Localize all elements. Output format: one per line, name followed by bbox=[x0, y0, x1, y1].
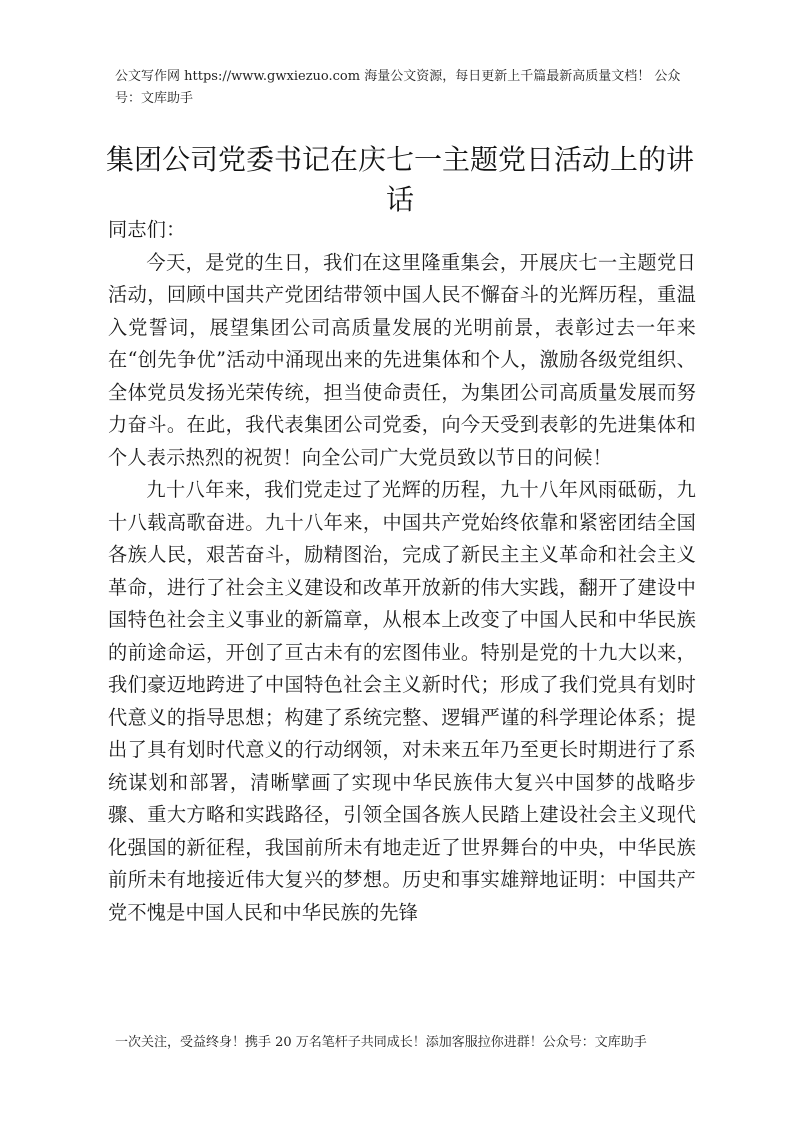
header-text: 公文写作网 https://www.gwxiezuo.com 海量公文资源，每日更新上千篇最新高质量文档！ 公众号：文库助手 bbox=[115, 69, 681, 106]
salutation: 同志们： bbox=[108, 218, 186, 241]
paragraph: 今天，是党的生日，我们在这里隆重集会，开展庆七一主题党日活动，回顾中国共产党团结带领中国人民不懈奋斗的光辉历程，重温入党誓词，展望集团公司高质量发展的光明前景，表彰过去一年来在“创先争优”活动中涌现出来的先进集体和个人，激励各级党组织、全体党员发扬光荣传统，担当使命责任，为集团公司高质量发展而努力奋斗。在此，我代表集团公司党委，向今天受到表彰的先进集体和个人表示热烈的祝贺！向全公司广大党员致以节日的问候！ bbox=[108, 250, 696, 469]
page-footer bbox=[115, 1032, 685, 1054]
document-body bbox=[108, 214, 696, 929]
page-header bbox=[115, 66, 685, 110]
page-title: 集团公司党委书记在庆七一主题党日活动上的讲话 bbox=[105, 143, 694, 216]
paragraph: 九十八年来，我们党走过了光辉的历程，九十八年风雨砥砺，九十八载高歌奋进。九十八年来，中国共产党始终依靠和紧密团结全国各族人民，艰苦奋斗，励精图治，完成了新民主主义革命和社会主义革命，进行了社会主义建设和改革开放新的伟大实践，翻开了建设中国特色社会主义事业的新篇章，从根本上改变了中国人民和中华民族的前途命运，开创了亘古未有的宏图伟业。特别是党的十九大以来，我们豪迈地跨进了中国特色社会主义新时代；形成了我们党具有划时代意义的指导思想；构建了系统完整、逻辑严谨的科学理论体系；提出了具有划时代意义的行动纲领，对未来五年乃至更长时期进行了系统谋划和部署，清晰擘画了实现中华民族伟大复兴中国梦的战略步骤、重大方略和实践路径，引领全国各族人民踏上建设社会主义现代化强国的新征程，我国前所未有地走近了世界舞台的中央，中华民族前所未有地接近伟大复兴的梦想。历史和事实雄辩地证明：中国共产党不愧是中国人民和中华民族的先锋 bbox=[108, 478, 696, 924]
footer-text: 一次关注，受益终身！携手 20 万名笔杆子共同成长！添加客服拉你进群！公众号：文库助手 bbox=[115, 1035, 647, 1050]
